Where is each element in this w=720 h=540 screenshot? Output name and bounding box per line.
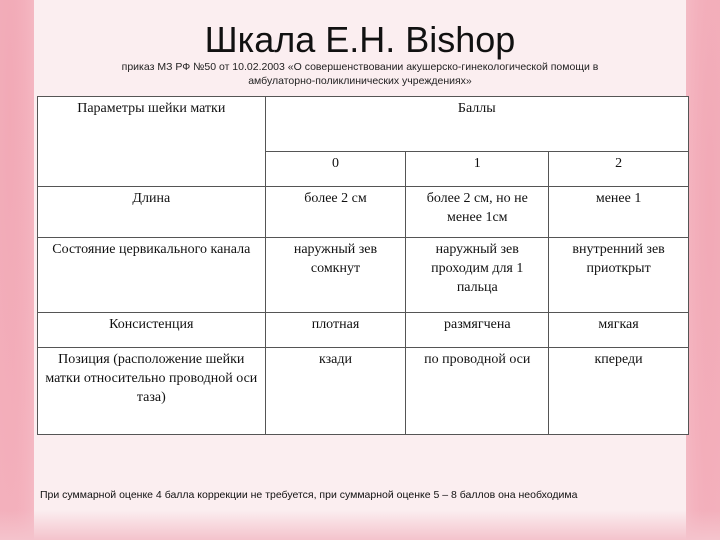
row-score-2: менее 1 <box>549 187 689 238</box>
row-score-0: наружный зев сомкнут <box>265 238 406 313</box>
table-row <box>38 187 689 238</box>
score-label-2: 2 <box>549 152 689 187</box>
row-score-0: плотная <box>265 313 406 348</box>
row-score-1: более 2 см, но не менее 1см <box>406 187 549 238</box>
header-scores: Баллы <box>265 97 688 152</box>
decorative-bottom-border <box>0 510 720 540</box>
row-parameter: Состояние цервикального канала <box>38 238 266 313</box>
slide-title: Шкала Е.Н. Bishop <box>204 19 516 60</box>
row-score-2: кпереди <box>549 348 689 435</box>
row-score-1: размягчена <box>406 313 549 348</box>
slide-subtitle <box>80 60 640 88</box>
row-score-2: внутренний зев приоткрыт <box>549 238 689 313</box>
row-score-0: кзади <box>265 348 406 435</box>
row-parameter: Консистенция <box>38 313 266 348</box>
row-score-0: более 2 см <box>265 187 406 238</box>
score-label-1: 1 <box>406 152 549 187</box>
row-score-1: наружный зев проходим для 1 пальца <box>406 238 549 313</box>
subtitle-line-1: приказ МЗ РФ №50 от 10.02.2003 «О совершенствовании акушерско-гинекологической помощи в <box>121 61 599 73</box>
table-row <box>38 238 689 313</box>
table-row <box>38 313 689 348</box>
bishop-score-table <box>37 96 689 435</box>
row-parameter: Позиция (расположение шейки матки относительно проводной оси таза) <box>38 348 266 435</box>
subtitle-line-2: амбулаторно-поликлинических учреждениях» <box>248 75 472 87</box>
table-row <box>38 348 689 435</box>
table-header-row <box>38 97 689 152</box>
row-score-1: по проводной оси <box>406 348 549 435</box>
row-parameter: Длина <box>38 187 266 238</box>
score-label-0: 0 <box>265 152 406 187</box>
decorative-right-border <box>686 0 720 540</box>
row-score-2: мягкая <box>549 313 689 348</box>
footnote: При суммарной оценке 4 балла коррекции не требуется, при суммарной оценке 5 – 8 баллов она необходима <box>40 489 578 501</box>
header-parameters: Параметры шейки матки <box>38 97 266 187</box>
decorative-left-border <box>0 0 34 540</box>
